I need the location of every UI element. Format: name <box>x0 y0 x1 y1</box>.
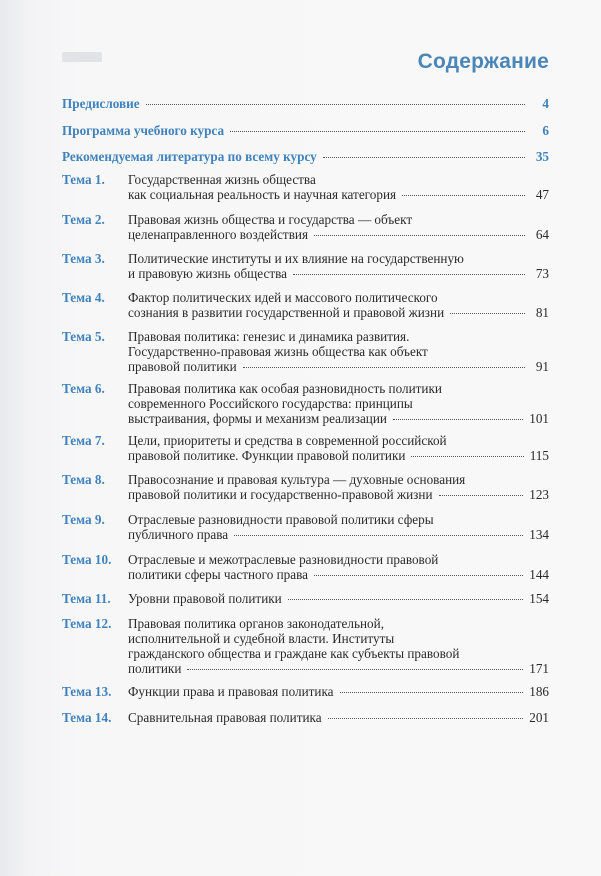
toc-entry-last-line <box>128 567 549 582</box>
toc-entry-body <box>128 251 549 281</box>
toc-entry-last-line <box>128 266 549 281</box>
toc-entry-text-line: как социальная реальность и научная категория <box>128 187 397 202</box>
page-number: 154 <box>529 591 549 606</box>
toc-entry-text-line: Правовая политика как особая разновидность политики <box>128 381 442 396</box>
theme-label: Тема 10. <box>62 552 112 567</box>
page-number: 6 <box>542 123 549 138</box>
toc-entry-theme[interactable] <box>62 512 549 542</box>
theme-label: Тема 1. <box>62 172 105 187</box>
dot-leader <box>450 313 525 314</box>
toc-entry-body <box>128 684 549 699</box>
toc-entry-last-line <box>128 710 549 725</box>
toc-entry-text-line: правовой политики <box>128 359 237 374</box>
toc-entry-last-line <box>128 305 549 320</box>
page-number: 144 <box>529 567 549 582</box>
dot-leader <box>146 104 525 105</box>
page-number: 73 <box>535 266 549 281</box>
toc-entry-body <box>128 290 549 320</box>
dot-leader <box>393 419 523 420</box>
dot-leader <box>323 157 525 158</box>
theme-label: Тема 2. <box>62 212 105 227</box>
dot-leader <box>243 367 525 368</box>
toc-entry-last-line <box>128 411 549 426</box>
toc-entry-body <box>128 172 549 202</box>
toc-entry-text-line: исполнительной и судебной власти. Институты <box>128 631 395 646</box>
toc-entry-theme[interactable] <box>62 472 549 502</box>
toc-entry-body <box>128 433 549 463</box>
toc-entry-text-line: Отраслевые разновидности правовой политики сферы <box>128 512 434 527</box>
toc-entry-theme[interactable] <box>62 710 549 725</box>
toc-entry-text-line: правовой политики и государственно-правовой жизни <box>128 487 433 502</box>
theme-label: Тема 13. <box>62 684 112 699</box>
dot-leader <box>230 131 525 132</box>
toc-entry-body <box>128 381 549 426</box>
toc-entry-last-line <box>128 487 549 502</box>
toc-entry-theme[interactable] <box>62 290 549 320</box>
toc-entry-text-line: Уровни правовой политики <box>128 591 282 606</box>
toc-entry-text-line: Правовая политика органов законодательной, <box>128 616 384 631</box>
toc-entry-body <box>128 212 549 242</box>
page-number: 123 <box>529 487 549 502</box>
page-number: 115 <box>529 448 549 463</box>
toc-entry-front[interactable] <box>62 149 549 164</box>
page-number: 186 <box>529 684 549 699</box>
toc-entry-last-line <box>62 123 549 138</box>
toc-entry-text-line: правовой политике. Функции правовой политики <box>128 448 406 463</box>
dot-leader <box>314 575 523 576</box>
toc-entry-body <box>128 552 549 582</box>
theme-label: Тема 7. <box>62 433 105 448</box>
toc-entry-last-line <box>128 591 549 606</box>
toc-entry-text-line: современного Российского государства: принципы <box>128 396 413 411</box>
toc-entry-front[interactable] <box>62 123 549 138</box>
toc-entry-text-line: Сравнительная правовая политика <box>128 710 322 725</box>
dot-leader <box>439 495 524 496</box>
page-number: 101 <box>529 411 549 426</box>
dot-leader <box>314 235 525 236</box>
page-number: 134 <box>529 527 549 542</box>
dot-leader <box>402 195 525 196</box>
dot-leader <box>187 669 523 670</box>
toc-entry-theme[interactable] <box>62 684 549 699</box>
theme-label: Тема 14. <box>62 710 112 725</box>
page-number: 47 <box>535 187 549 202</box>
toc-entry-last-line <box>62 96 549 111</box>
toc-entry-body <box>128 591 549 606</box>
toc-entry-text-line: Правовая политика: генезис и динамика развития. <box>128 329 410 344</box>
toc-entry-text-line: политики сферы частного права <box>128 567 308 582</box>
toc-entry-text-line: гражданского общества и граждане как субъекты правовой <box>128 646 460 661</box>
toc-entry-theme[interactable] <box>62 329 549 374</box>
toc-entry-theme[interactable] <box>62 591 549 606</box>
toc-entry-text-line: и правовую жизнь общества <box>128 266 288 281</box>
toc-entry-theme[interactable] <box>62 381 549 426</box>
page-number: 4 <box>542 96 549 111</box>
toc-entry-body <box>128 512 549 542</box>
theme-label: Тема 11. <box>62 591 111 606</box>
toc-entry-last-line <box>128 527 549 542</box>
toc-entry-body <box>62 96 549 111</box>
toc-entry-theme[interactable] <box>62 616 549 676</box>
toc-entry-text-line: целенаправленного воздействия <box>128 227 309 242</box>
toc-entry-text-line: публичного права <box>128 527 229 542</box>
toc-entry-text-line: сознания в развитии государственной и правовой жизни <box>128 305 445 320</box>
page-number: 81 <box>535 305 549 320</box>
dot-leader <box>411 456 523 457</box>
theme-label: Тема 3. <box>62 251 105 266</box>
toc-entry-theme[interactable] <box>62 552 549 582</box>
toc-entry-last-line <box>62 149 549 164</box>
toc-entry-text-line: выстраивания, формы и механизм реализации <box>128 411 387 426</box>
theme-label: Тема 6. <box>62 381 105 396</box>
toc-entry-theme[interactable] <box>62 212 549 242</box>
toc-entry-last-line <box>128 227 549 242</box>
toc-entry-text-line: Политические институты и их влияние на государственную <box>128 251 464 266</box>
toc-entry-text-line: Правосознание и правовая культура — духовные основания <box>128 472 466 487</box>
theme-label: Тема 5. <box>62 329 105 344</box>
toc-entry-theme[interactable] <box>62 251 549 281</box>
toc-entry-body <box>128 329 549 374</box>
toc-entry-text-line: Рекомендуемая литература по всему курсу <box>62 149 317 164</box>
toc-entry-text-line: Государственно-правовая жизнь общества как объект <box>128 344 428 359</box>
dot-leader <box>234 535 523 536</box>
toc-entry-text-line: Фактор политических идей и массового политического <box>128 290 438 305</box>
toc-entry-text-line: Государственная жизнь общества <box>128 172 316 187</box>
toc-entry-body <box>128 710 549 725</box>
page-number: 91 <box>535 359 549 374</box>
toc-entry-last-line <box>128 359 549 374</box>
toc-entry-last-line <box>128 448 549 463</box>
page-number: 35 <box>535 149 549 164</box>
dot-leader <box>288 599 523 600</box>
page-title: Содержание <box>417 50 549 73</box>
toc-entry-text-line: Цели, приоритеты и средства в современной российской <box>128 433 447 448</box>
bleed-through-mark <box>62 52 102 62</box>
theme-label: Тема 9. <box>62 512 105 527</box>
toc-entry-text-line: Функции права и правовая политика <box>128 684 334 699</box>
theme-label: Тема 8. <box>62 472 105 487</box>
page-number: 64 <box>535 227 549 242</box>
toc-entry-text-line: Отраслевые и межотраслевые разновидности правовой <box>128 552 439 567</box>
theme-label: Тема 12. <box>62 616 112 631</box>
toc-entry-body <box>128 472 549 502</box>
toc-entry-front[interactable] <box>62 96 549 111</box>
page-number: 201 <box>529 710 549 725</box>
toc-entry-theme[interactable] <box>62 433 549 463</box>
page-number: 171 <box>529 661 549 676</box>
dot-leader <box>328 718 524 719</box>
toc-entry-text-line: Правовая жизнь общества и государства — объект <box>128 212 413 227</box>
toc-entry-theme[interactable] <box>62 172 549 202</box>
toc-entry-text-line: Программа учебного курса <box>62 123 225 138</box>
theme-label: Тема 4. <box>62 290 105 305</box>
dot-leader <box>293 274 525 275</box>
toc-entry-last-line <box>128 684 549 699</box>
toc-entry-body <box>62 123 549 138</box>
toc-entry-last-line <box>128 187 549 202</box>
dot-leader <box>340 692 524 693</box>
toc-entry-body <box>62 149 549 164</box>
toc-entry-text-line: политики <box>128 661 182 676</box>
toc-entry-last-line <box>128 661 549 676</box>
toc-entry-body <box>128 616 549 676</box>
toc-entry-text-line: Предисловие <box>62 96 140 111</box>
